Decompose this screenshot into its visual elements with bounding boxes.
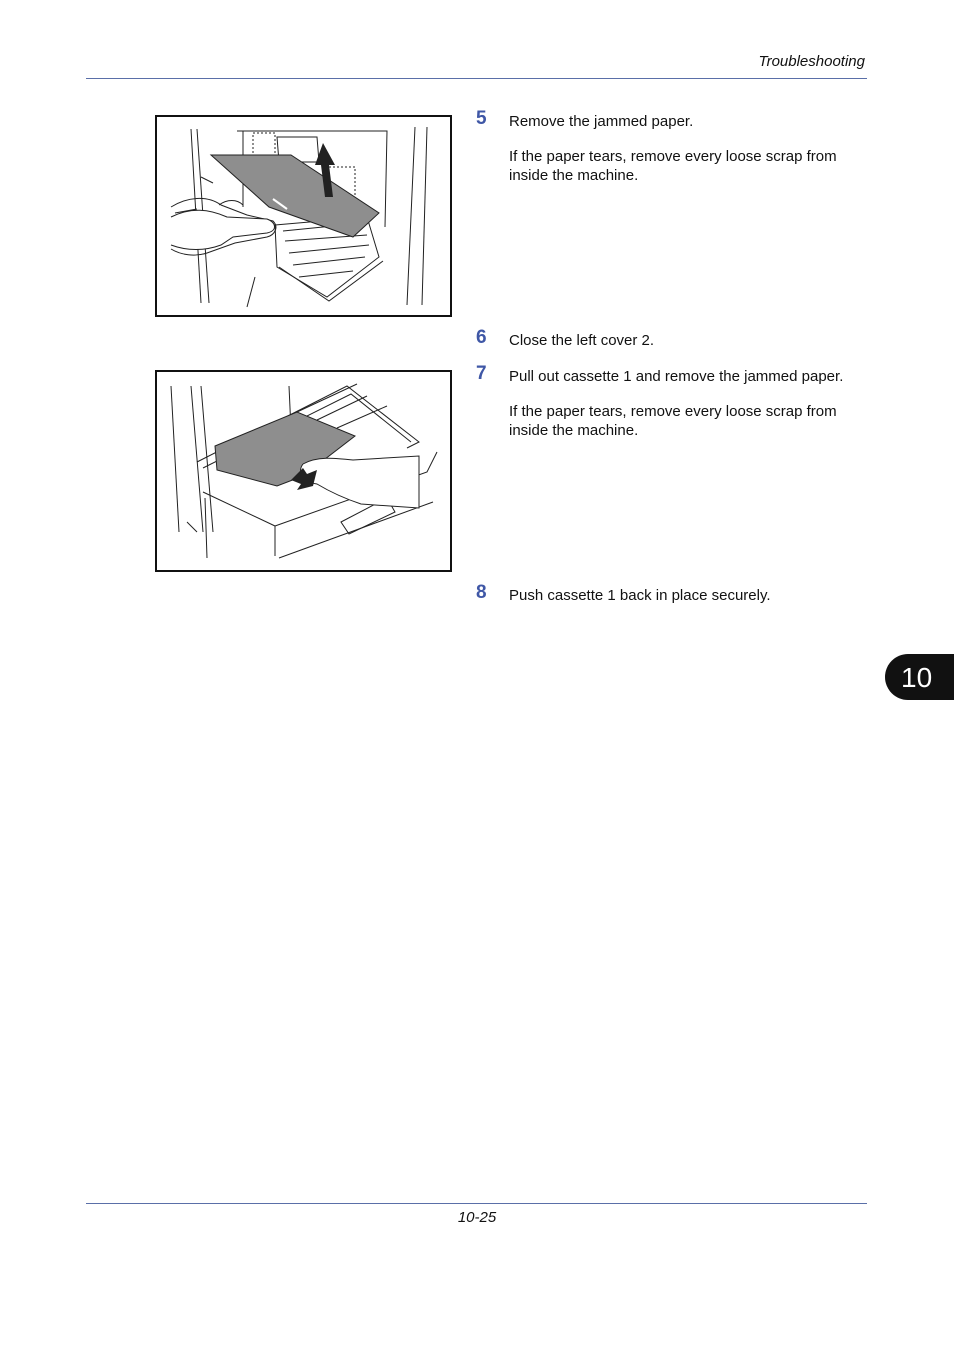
header-rule: [86, 78, 867, 79]
page-number: 10-25: [457, 1209, 497, 1226]
jammed-paper-cover-drawing: [157, 117, 450, 315]
step-number: 8: [476, 582, 487, 603]
step-note: If the paper tears, remove every loose scrap from inside the machine.: [509, 148, 837, 184]
step-text: Close the left cover 2.: [509, 332, 655, 349]
step-number: 7: [476, 363, 487, 384]
step-text: Push cassette 1 back in place securely.: [509, 587, 771, 604]
machine-edge-line: [171, 386, 179, 532]
step-text: Pull out cassette 1 and remove the jammed paper.: [509, 368, 844, 385]
footer-rule: [86, 1203, 867, 1204]
step-note: If the paper tears, remove every loose scrap from inside the machine.: [509, 403, 837, 439]
hand-drawing: [301, 456, 419, 508]
step-number: 5: [476, 108, 487, 129]
header-section-title: Troubleshooting: [758, 53, 865, 70]
step-text: Remove the jammed paper.: [509, 113, 694, 130]
step-number: 6: [476, 327, 487, 348]
illustration-remove-jammed-paper: [155, 115, 452, 317]
chapter-tab: [885, 654, 954, 700]
chapter-number: 10: [901, 662, 933, 693]
hand-drawing: [171, 210, 275, 249]
illustration-pull-out-cassette: [155, 370, 452, 572]
cassette-drawing: [157, 372, 450, 570]
